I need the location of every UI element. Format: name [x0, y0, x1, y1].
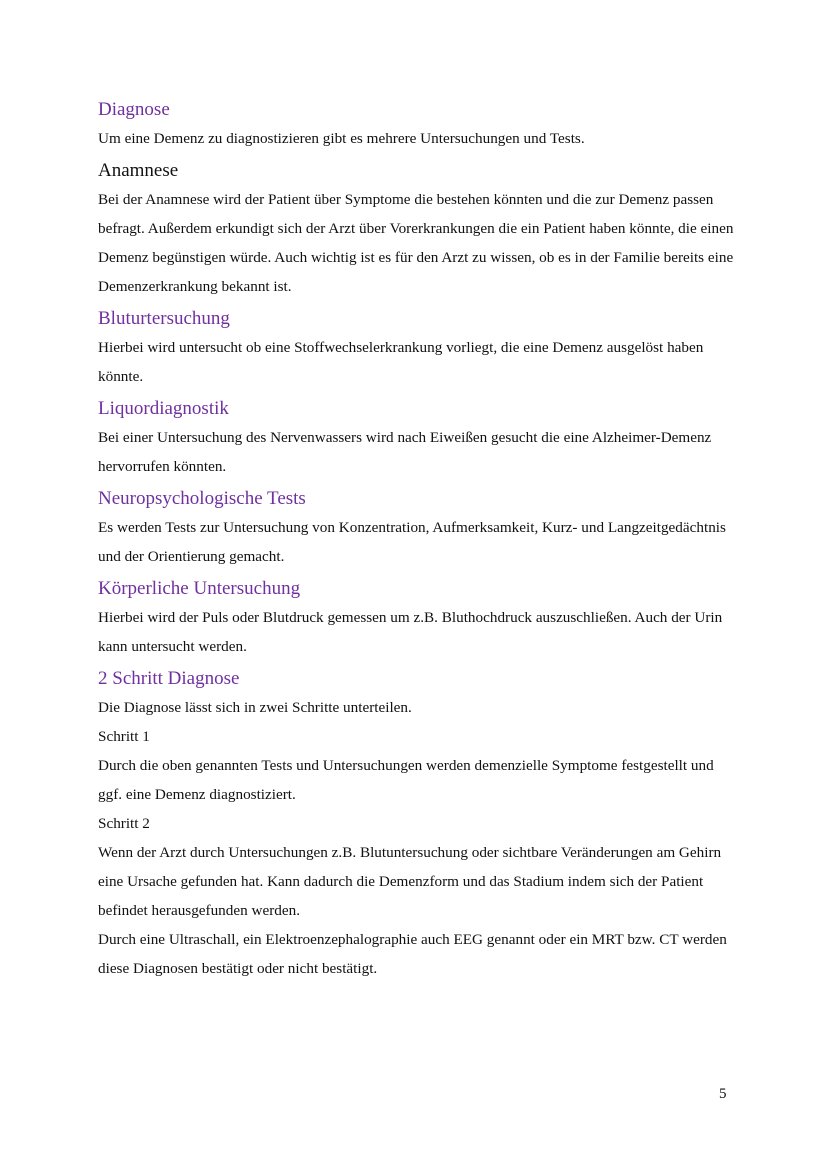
label-schritt-2: Schritt 2	[98, 815, 150, 832]
label-schritt-1: Schritt 1	[98, 728, 150, 745]
heading-diagnose: Diagnose	[98, 99, 170, 120]
heading-liquordiagnostik: Liquordiagnostik	[98, 398, 229, 419]
paragraph-diagnose: Um eine Demenz zu diagnostizieren gibt es mehrere Untersuchungen und Tests.	[98, 130, 585, 147]
paragraph-neuropsychologische-tests: Es werden Tests zur Untersuchung von Konzentration, Aufmerksamkeit, Kurz- und Langzeitgedächtnis und der Orientierung gemacht.	[98, 519, 726, 565]
heading-neuropsychologische-tests: Neuropsychologische Tests	[98, 488, 306, 509]
paragraph-schritt-intro: Die Diagnose lässt sich in zwei Schritte unterteilen.	[98, 699, 412, 716]
paragraph-liquordiagnostik: Bei einer Untersuchung des Nervenwassers wird nach Eiweißen gesucht die eine Alzheimer-Demenz hervorrufen könnten.	[98, 429, 712, 475]
heading-2-schritt-diagnose: 2 Schritt Diagnose	[98, 668, 240, 689]
heading-blutuntersuchung: Bluturtersuchung	[98, 308, 230, 329]
paragraph-koerperliche-untersuchung: Hierbei wird der Puls oder Blutdruck gemessen um z.B. Bluthochdruck auszuschließen. Auch der Urin kann untersucht werden.	[98, 609, 723, 655]
paragraph-schritt-2: Wenn der Arzt durch Untersuchungen z.B. Blutuntersuchung oder sichtbare Veränderungen am Gehirn eine Ursache gefunden hat. Kann dadurch die Demenzform und das Stadium indem sich der Patient befindet herausgefunden werden.	[98, 844, 722, 919]
paragraph-blutuntersuchung: Hierbei wird untersucht ob eine Stoffwechselerkrankung vorliegt, die eine Demenz ausgelöst haben könnte.	[98, 339, 704, 385]
paragraph-schritt-1: Durch die oben genannten Tests und Untersuchungen werden demenzielle Symptome festgestellt und ggf. eine Demenz diagnostiziert.	[98, 757, 714, 803]
heading-koerperliche-untersuchung: Körperliche Untersuchung	[98, 578, 301, 599]
paragraph-anamnese: Bei der Anamnese wird der Patient über Symptome die bestehen könnten und die zur Demenz passen befragt. Außerdem erkundigt sich der Arzt über Vorerkrankungen die ein Patient haben könnte, die einen Demenz begünstigen würde. Auch wichtig ist es für den Arzt zu wissen, ob es in der Familie bereits eine Demenzerkrankung bekannt ist.	[98, 191, 734, 295]
page-number: 5	[719, 1086, 727, 1102]
paragraph-closing: Durch eine Ultraschall, ein Elektroenzephalographie auch EEG genannt oder ein MRT bzw. CT werden diese Diagnosen bestätigt oder nicht bestätigt.	[98, 931, 727, 977]
document-page	[98, 96, 738, 983]
heading-anamnese: Anamnese	[98, 160, 179, 181]
